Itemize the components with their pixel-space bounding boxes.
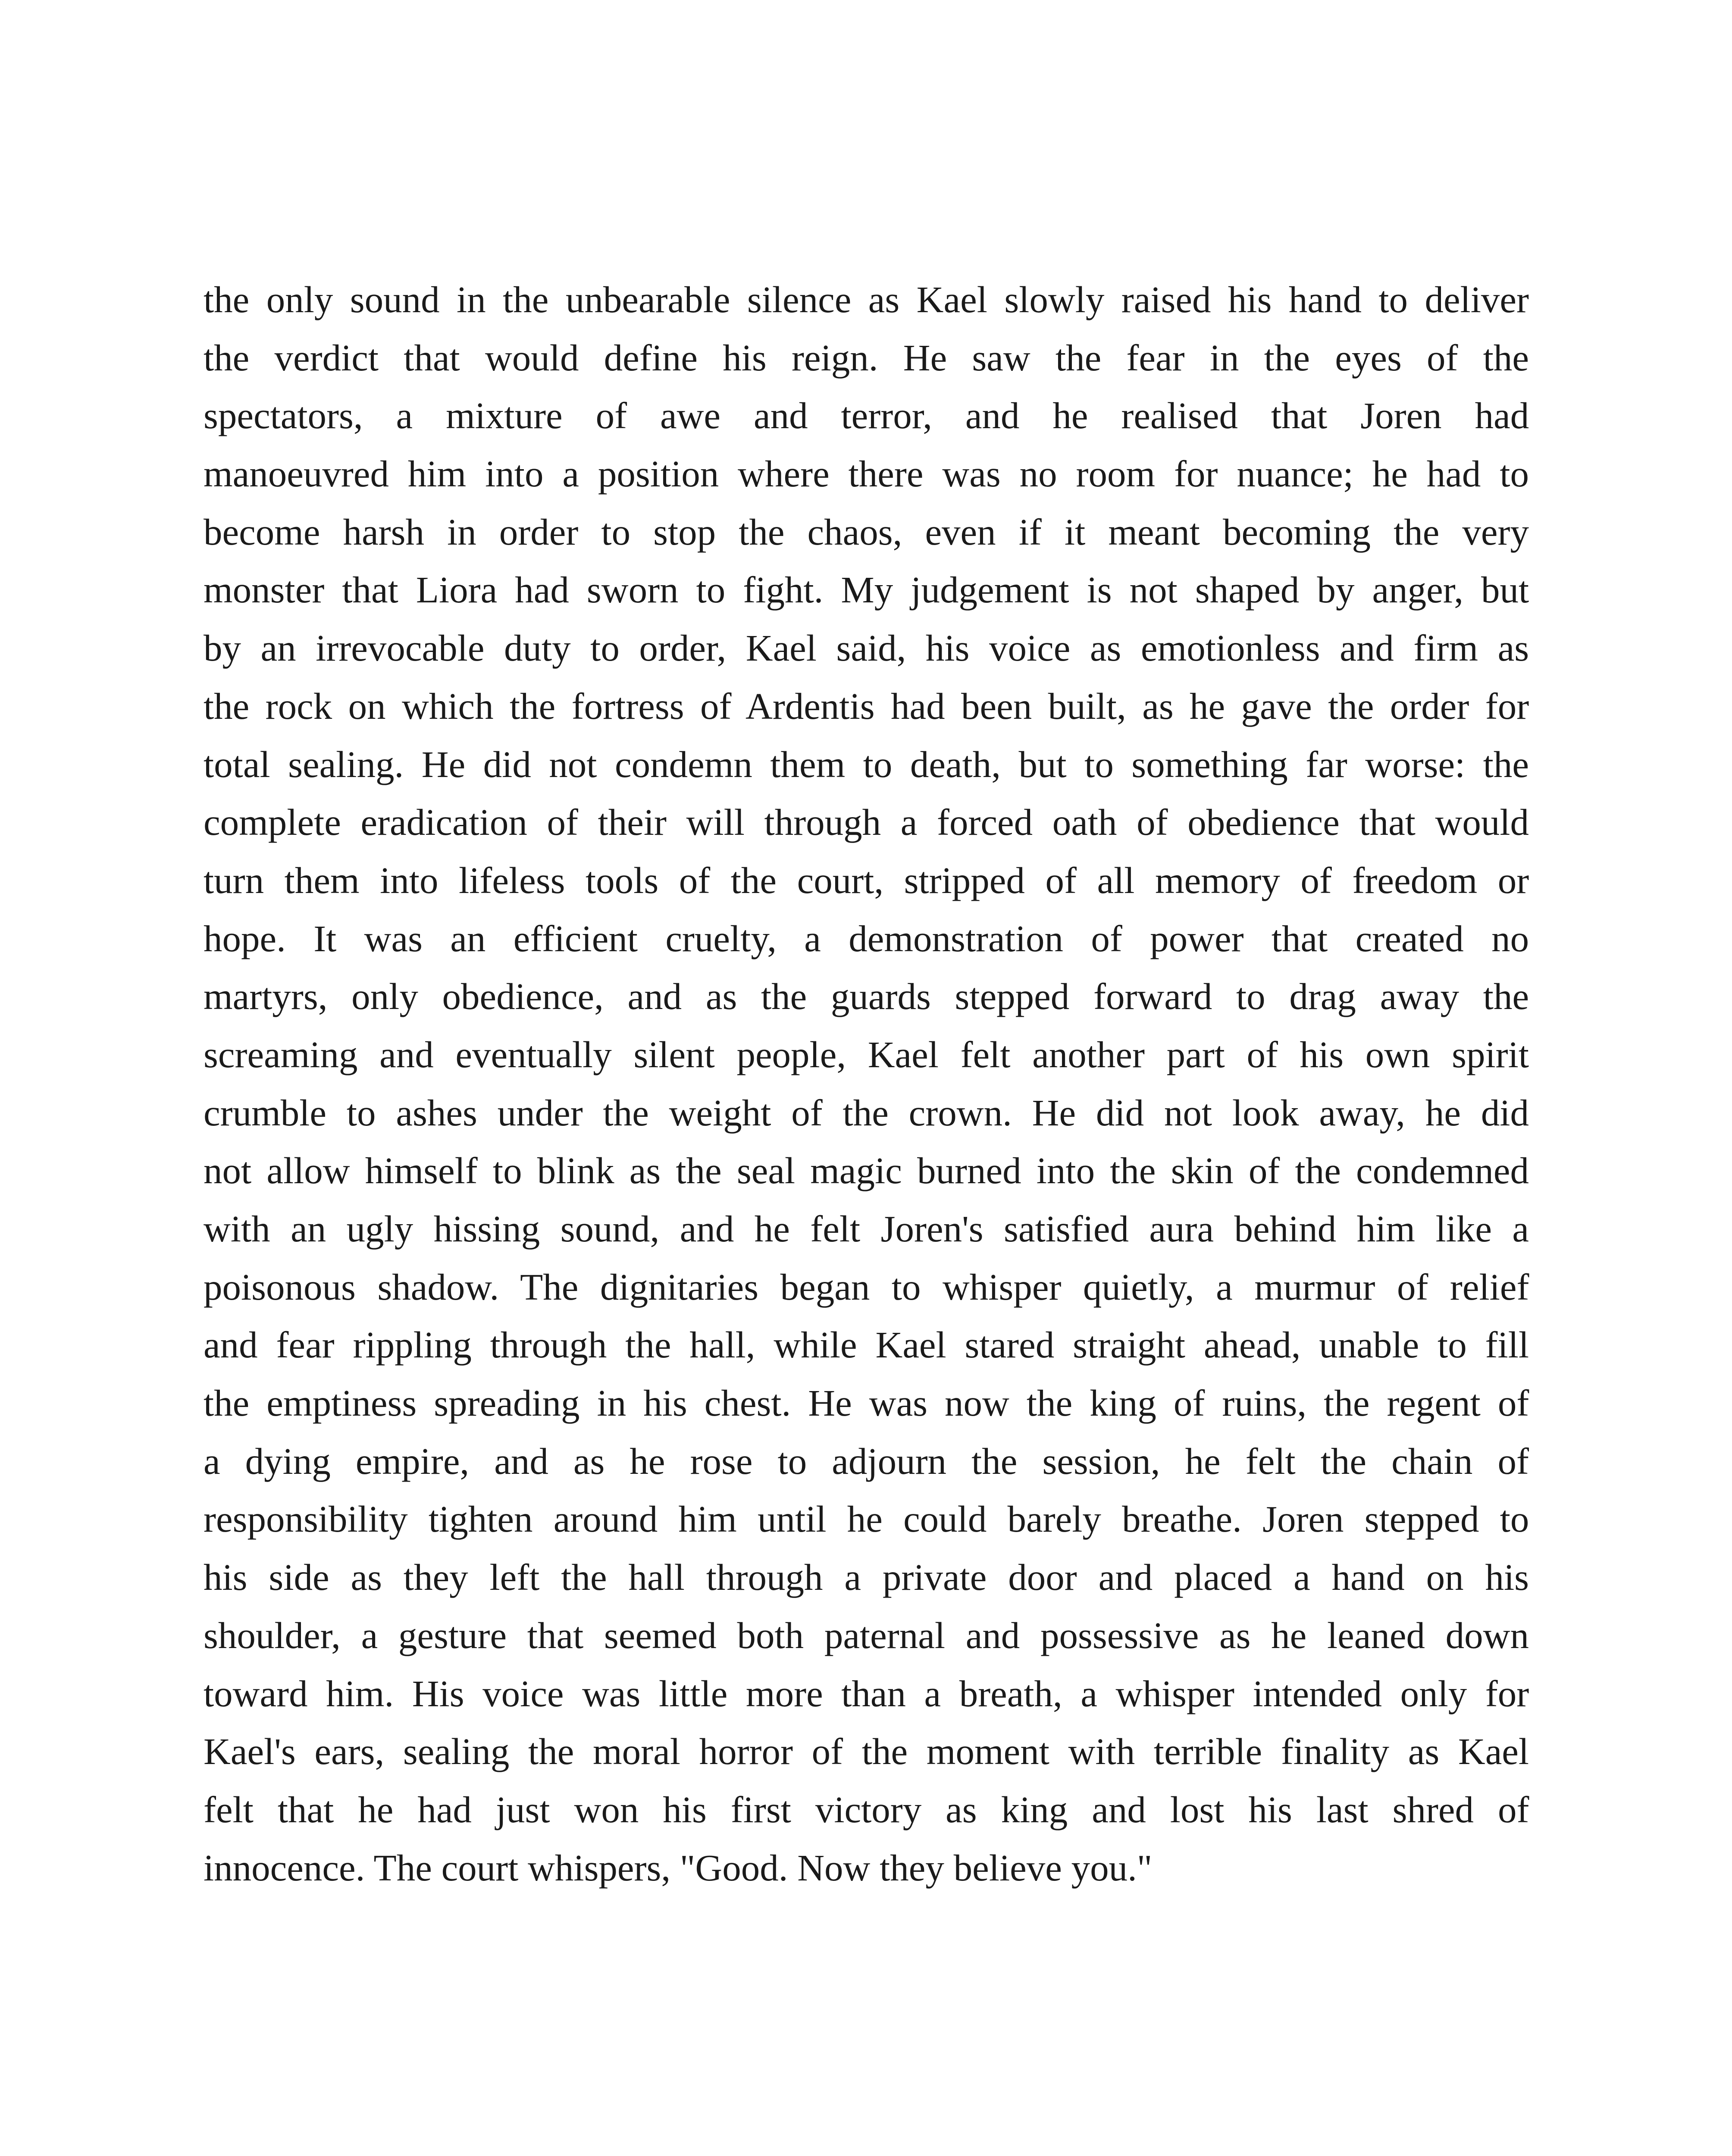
text-line: spectators, a mixture of awe and terror, and he realised that Joren had <box>204 395 1529 437</box>
text-line: martyrs, only obedience, and as the guards stepped forward to drag away the <box>204 975 1529 1018</box>
text-line: total sealing. He did not condemn them to death, but to something far worse: the <box>204 743 1529 785</box>
text-line: the emptiness spreading in his chest. He was now the king of ruins, the regent of <box>204 1382 1529 1424</box>
text-line: hope. It was an efficient cruelty, a demonstration of power that created no <box>204 917 1529 959</box>
text-line: monster that Liora had sworn to fight. My judgement is not shaped by anger, but <box>204 569 1529 611</box>
text-line: screaming and eventually silent people, Kael felt another part of his own spirit <box>204 1033 1529 1075</box>
text-line: crumble to ashes under the weight of the crown. He did not look away, he did <box>204 1091 1529 1134</box>
text-line: complete eradication of their will through a forced oath of obedience that would <box>204 801 1529 843</box>
text-line: and fear rippling through the hall, while Kael stared straight ahead, unable to fill <box>204 1324 1529 1366</box>
text-line: by an irrevocable duty to order, Kael said, his voice as emotionless and firm as <box>204 627 1529 669</box>
body-paragraph <box>204 271 1529 1897</box>
text-line: innocence. The court whispers, "Good. Now they believe you." <box>204 1846 1153 1889</box>
text-line: shoulder, a gesture that seemed both paternal and possessive as he leaned down <box>204 1614 1529 1656</box>
text-line: the verdict that would define his reign. He saw the fear in the eyes of the <box>204 336 1529 379</box>
text-line: Kael's ears, sealing the moral horror of the moment with terrible finality as Kael <box>204 1730 1529 1773</box>
text-line: with an ugly hissing sound, and he felt Joren's satisfied aura behind him like a <box>204 1208 1529 1250</box>
text-line: become harsh in order to stop the chaos, even if it meant becoming the very <box>204 511 1529 553</box>
text-line: poisonous shadow. The dignitaries began to whisper quietly, a murmur of relief <box>204 1266 1529 1308</box>
text-line: the only sound in the unbearable silence as Kael slowly raised his hand to deliver <box>204 279 1529 320</box>
text-line: the rock on which the fortress of Ardentis had been built, as he gave the order for <box>204 685 1529 727</box>
text-line: felt that he had just won his first victory as king and lost his last shred of <box>204 1788 1529 1830</box>
text-line: not allow himself to blink as the seal magic burned into the skin of the condemned <box>204 1150 1529 1192</box>
text-line: toward him. His voice was little more than a breath, a whisper intended only for <box>204 1672 1529 1714</box>
text-line: responsibility tighten around him until he could barely breathe. Joren stepped to <box>204 1498 1529 1540</box>
text-line: manoeuvred him into a position where there was no room for nuance; he had to <box>204 453 1529 495</box>
text-line: a dying empire, and as he rose to adjourn the session, he felt the chain of <box>204 1440 1529 1482</box>
text-line: turn them into lifeless tools of the court, stripped of all memory of freedom or <box>204 859 1529 901</box>
text-line: his side as they left the hall through a private door and placed a hand on his <box>204 1556 1529 1598</box>
